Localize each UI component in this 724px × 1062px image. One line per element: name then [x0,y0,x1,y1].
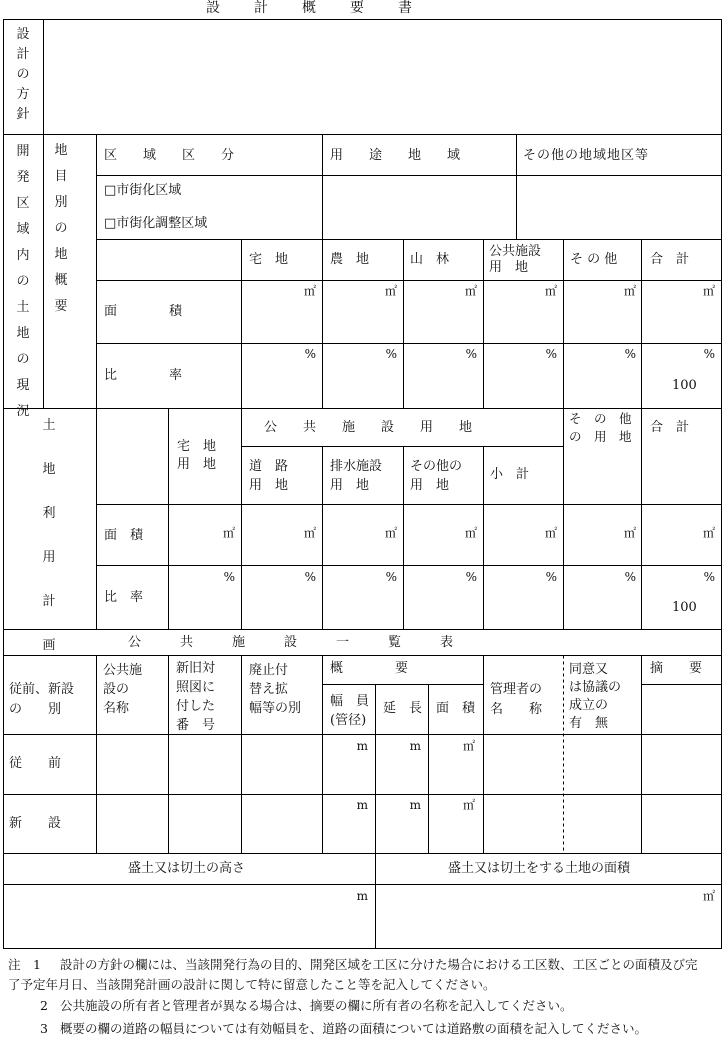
unit-percent: % [465,347,477,361]
other-area-field[interactable] [517,176,721,239]
design-policy-field[interactable] [44,20,721,134]
col-public-land: 公共施設 用 地 [489,244,542,275]
lp-col-total: 合 計 [650,420,690,435]
document-title: 設 計 概 要 書 [206,0,414,16]
pf-row-new: 新 設 [9,816,62,831]
pf-col-remarks: 摘 要 [650,661,703,676]
other-area-header: その他の地域地区等 [523,148,650,163]
unit-m: m [356,739,368,753]
note-3 [8,1019,708,1039]
land-use-plan-label: 土地利用計画 [42,418,56,653]
land-category-label: 地目別の地概要 [54,143,68,314]
note-1-text: 設計の方針の欄には、当該開発行為の目的、開発区域を工区に分けた場合における工区数、工区ごとの面積及び完了予定年月日、当該開発計画の設計に関して特に留意したこと等を記入してください。 [8,957,698,992]
unit-area: ㎡ [623,284,636,298]
unit-m: m [356,798,368,812]
earthwork-area-label: 盛土又は切土をする土地の面積 [448,861,631,876]
col-other: そ の 他 [570,252,618,267]
unit-area: ㎡ [544,526,557,540]
earthwork-area-field[interactable] [376,885,721,948]
pf-col-name: 公共施 設の 名称 [103,663,143,716]
unit-area: ㎡ [464,284,477,298]
unit-area: ㎡ [544,284,557,298]
unit-m2: ㎡ [702,889,715,903]
earthwork-height-field[interactable] [4,885,375,948]
note-1-marker: 注 1 [8,957,41,972]
total-ratio-value: 100 [672,378,697,393]
pf-col-overview: 概 要 [330,661,409,676]
unit-m: m [409,739,421,753]
lp-col-public-header: 公 共 施 設 用 地 [264,420,473,435]
unit-percent: % [624,347,636,361]
unit-percent: % [304,570,316,584]
design-policy-label: 設計の方針 [16,27,30,122]
unit-percent: % [465,570,477,584]
note-1 [8,955,708,995]
row-ratio-label: 比 率 [104,368,183,383]
lp-total-ratio-value: 100 [672,600,697,615]
pf-col-width: 幅 員 (管径) [330,694,370,728]
urban-area-checkbox[interactable]: □市街化区域 [104,183,182,198]
unit-area: ㎡ [623,526,636,540]
pf-col-area: 面 積 [436,701,476,716]
note-3-text: 概要の欄の道路の幅員については有効幅員を、道路の面積については道路敷の面積を記入してください。 [60,1021,648,1036]
unit-area: ㎡ [303,284,316,298]
lp-col-other: そ の 他 の 用 地 [569,411,632,444]
area-division-header: 区 域 区 分 [104,148,235,163]
unit-area: ㎡ [702,526,715,540]
unit-m2: ㎡ [462,739,475,753]
lp-row-area-label: 面 積 [104,528,144,543]
lp-col-residential: 宅 地 用 地 [177,439,217,472]
col-residential: 宅 地 [249,252,289,267]
usage-area-header: 用 途 地 域 [330,148,461,163]
lp-sub-road: 道 路 用 地 [249,459,289,493]
unit-area: ㎡ [303,526,316,540]
public-facilities-title: 公 共 施 設 一 覧 表 [128,635,454,650]
unit-percent: % [703,347,715,361]
note-2-text: 公共施設の所有者と管理者が異なる場合は、摘要の欄に所有者の名称を記入してください。 [60,998,573,1013]
lp-sub-drainage: 排水施設 用 地 [330,459,383,493]
unit-percent: % [703,570,715,584]
pf-col-consent: 同意又 は協議の 成立の 有 無 [569,662,622,731]
usage-area-field[interactable] [323,176,516,239]
unit-percent: % [624,570,636,584]
pf-col-abolish: 廃止付 替え拡 幅等の別 [249,663,302,716]
unit-percent: % [385,570,397,584]
col-farmland: 農 地 [330,252,370,267]
unit-m: m [409,798,421,812]
unit-percent: % [545,570,557,584]
col-total: 合 計 [650,252,690,267]
unit-area: ㎡ [222,526,235,540]
current-state-label: 開発区域内の土地の現況 [16,144,30,419]
pf-col-prev-new: 従前、新設 の 別 [9,682,75,717]
lp-row-ratio-label: 比 率 [104,590,144,605]
unit-area: ㎡ [464,526,477,540]
unit-percent: % [385,347,397,361]
earthwork-height-label: 盛土又は切土の高さ [128,861,246,876]
unit-percent: % [545,347,557,361]
pf-col-manager: 管理者の 名 称 [490,682,543,717]
unit-area: ㎡ [702,284,715,298]
unit-m2: ㎡ [462,798,475,812]
note-2 [8,996,708,1016]
note-3-marker: 3 [40,1021,48,1036]
note-2-marker: 2 [40,998,48,1013]
urbanization-control-checkbox[interactable]: □市街化調整区域 [104,216,208,231]
lp-sub-subtotal: 小 計 [490,467,530,482]
pf-col-map-no: 新旧対 照図に 付した 番 号 [176,661,216,733]
unit-m: m [356,889,368,903]
unit-percent: % [223,570,235,584]
lp-sub-other: その他の 用 地 [410,459,463,493]
unit-area: ㎡ [384,526,397,540]
pf-row-prev: 従 前 [9,756,62,771]
unit-percent: % [304,347,316,361]
col-forest: 山 林 [410,252,450,267]
row-area-label: 面 積 [104,304,183,319]
unit-area: ㎡ [384,284,397,298]
pf-col-length: 延 長 [383,701,423,716]
